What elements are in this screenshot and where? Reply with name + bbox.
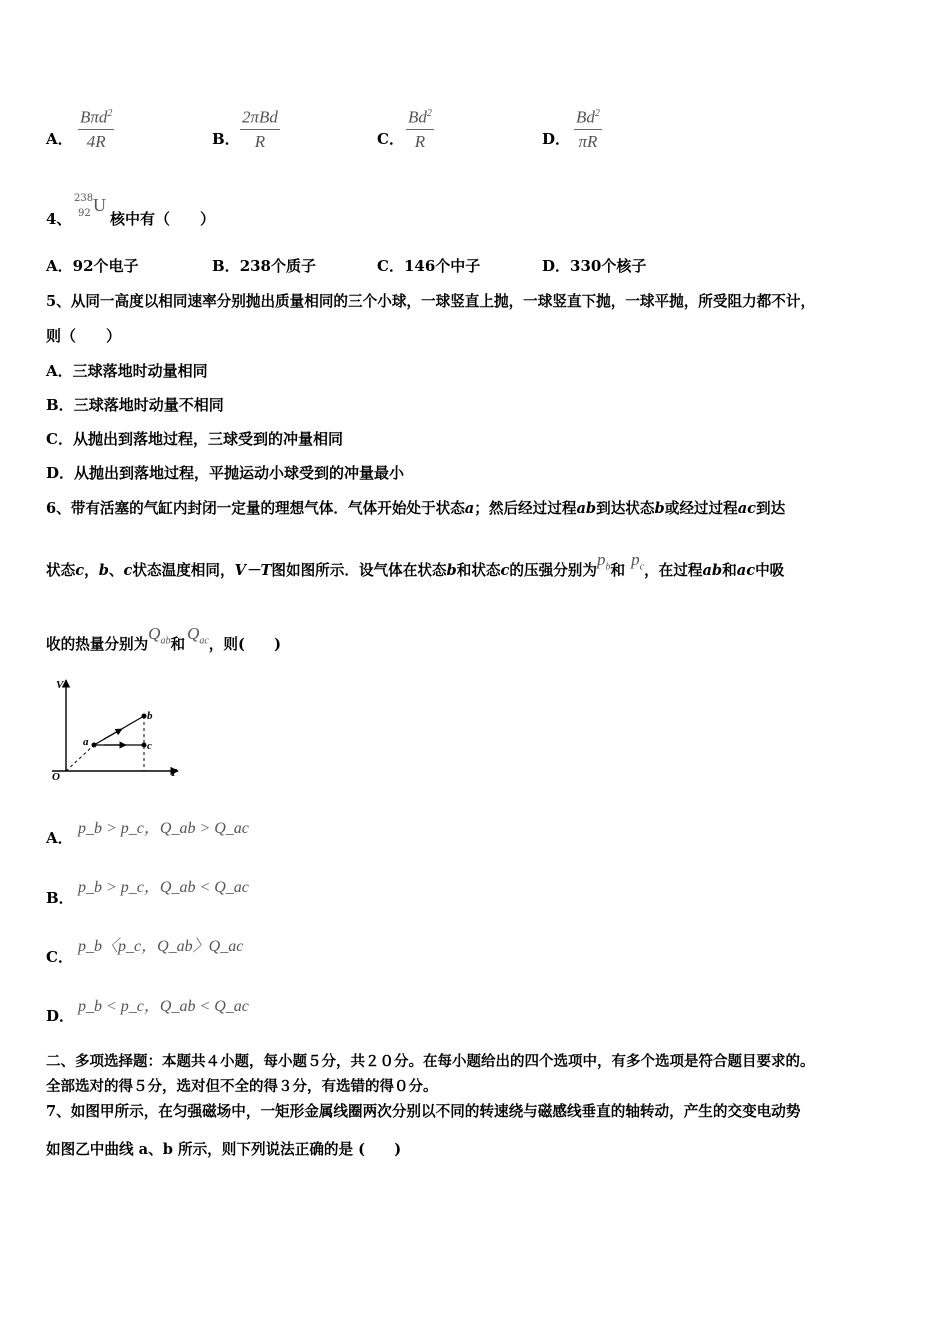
q6-text: 或经过过程 (664, 500, 738, 517)
q6-option-b-expr: p_b > p_c，Q_ab < Q_ac (78, 879, 249, 896)
q5-option-b-text: 三球落地时动量不相同 (73, 396, 224, 414)
q3-a-numerator: Bπd (80, 107, 108, 127)
q6-vt-graph-label: V－T (234, 562, 272, 579)
q6-qab: $Q_{ab}$ (148, 624, 171, 647)
q4-option-a-letter: A． (46, 257, 73, 275)
point-a (92, 743, 97, 748)
q4-suffix: 核中有（ ） (110, 210, 216, 228)
q6-text: 状态温度相同， (132, 562, 235, 579)
q6-state-c: c (500, 562, 510, 579)
q6-option-c-expr: p_b〈p_c，Q_ab〉Q_ac (78, 938, 244, 955)
q6-text: 的压强分别为 (509, 562, 597, 579)
q4-option-d-text: 330个核子 (570, 257, 647, 275)
q5-option-a-letter: A． (46, 362, 73, 380)
q6-option-c-letter[interactable]: C． (46, 948, 73, 966)
q6-state-b: b (654, 500, 665, 517)
q3-option-d-fraction (574, 103, 602, 154)
q6-state-c: c (123, 562, 133, 579)
q6-text: 和状态 (456, 562, 501, 579)
process-ab-arrow (104, 729, 122, 739)
q3-option-a-letter[interactable]: A． (46, 130, 73, 148)
q3-b-numerator: 2πBd (242, 107, 278, 127)
q4-element-symbol: U (93, 195, 106, 215)
q5-option-d-letter: D． (46, 464, 75, 482)
q5-option-b-letter: B． (46, 396, 74, 414)
q3-option-a-fraction (78, 103, 114, 154)
q3-d-numerator: Bd (576, 107, 595, 127)
q4-option-b[interactable] (212, 255, 316, 276)
q6-pc: $p_c$ (631, 550, 645, 573)
q3-a-denominator: 4R (86, 131, 106, 151)
point-c-label: c (147, 740, 152, 752)
q4-option-c-letter: C． (377, 257, 404, 275)
q6-vt-graph (44, 676, 184, 786)
q6-text: ，在过程 (644, 562, 703, 579)
q6-pb: $p_b$ (597, 550, 611, 573)
q3-option-d-letter[interactable]: D． (542, 130, 571, 148)
q3-b-denominator: R (254, 131, 266, 151)
q6-text: 、 (108, 562, 124, 579)
q4-option-c[interactable] (377, 255, 480, 276)
q5-option-c-text: 从抛出到落地过程，三球受到的冲量相同 (72, 430, 343, 448)
q5-option-a-text: 三球落地时动量相同 (72, 362, 208, 380)
q4-option-b-text: 238个质子 (239, 257, 316, 275)
q6-state-b: b (98, 562, 109, 579)
section2-heading-line1: 二、多项选择题：本题共４小题，每小题５分，共２０分。在每小题给出的四个选项中，有多个选项是符合题目要求的。 (46, 1053, 815, 1070)
q5-stem-line1: 5、从同一高度以相同速率分别抛出质量相同的三个小球，一球竖直上抛，一球竖直下抛，一球平抛，所受阻力都不计， (46, 293, 816, 310)
q6-stem-line3 (46, 624, 281, 656)
q6-state-b: b (446, 562, 457, 579)
q4-option-a[interactable] (46, 255, 139, 276)
q3-d-denominator: πR (578, 131, 598, 151)
q3-c-numerator: Bd (408, 107, 427, 127)
q6-text: 和 (170, 636, 186, 653)
section2-heading-line2: 全部选对的得５分，选对但不全的得３分，有选错的得０分。 (46, 1078, 438, 1095)
q6-option-d-expr: p_b < p_c，Q_ab < Q_ac (78, 998, 249, 1015)
q5-option-b[interactable] (46, 394, 224, 415)
q3-option-b-letter[interactable]: B． (212, 130, 240, 148)
q3-option-c-letter[interactable]: C． (377, 130, 404, 148)
q5-option-d[interactable] (46, 462, 404, 483)
q6-text: 到达状态 (596, 500, 655, 517)
q3-c-denominator: R (414, 131, 426, 151)
q4-option-b-letter: B． (212, 257, 240, 275)
q6-stem-line1 (46, 497, 785, 518)
q6-state-c: c (75, 562, 85, 579)
q3-option-b-fraction (240, 103, 280, 154)
q6-qac: $Q_{ac}$ (187, 624, 209, 647)
q4-option-c-text: 146个中子 (403, 257, 481, 275)
q6-process-ab: ab (576, 500, 597, 517)
q6-text: 状态 (46, 562, 76, 579)
q4-option-d[interactable] (542, 255, 646, 276)
q6-text: 中吸 (755, 562, 785, 579)
q6-stem-line2 (46, 550, 785, 582)
q5-option-c[interactable] (46, 428, 343, 449)
q6-text: ， (84, 562, 99, 579)
q5-option-a[interactable] (46, 360, 208, 381)
q5-option-c-letter: C． (46, 430, 73, 448)
q6-process-ac: ac (736, 562, 756, 579)
q6-text: ，则( ) (208, 636, 281, 653)
q3-option-c-fraction (406, 103, 434, 154)
q6-text: 6、带有活塞的气缸内封闭一定量的理想气体．气体开始处于状态 (46, 500, 465, 517)
q5-option-d-text: 从抛出到落地过程，平抛运动小球受到的冲量最小 (74, 464, 405, 482)
q6-option-a-expr: p_b > p_c，Q_ab > Q_ac (78, 820, 249, 837)
q6-text: ；然后经过过程 (474, 500, 577, 517)
q7-stem-line2: 如图乙中曲线 a、b 所示，则下列说法正确的是 ( ) (46, 1141, 402, 1158)
point-b-label: b (147, 710, 153, 722)
t-axis-label: T (170, 767, 177, 779)
q6-text: 和 (610, 562, 626, 579)
q4-atomic-number: 92 (78, 208, 91, 219)
q3-c-exp: 2 (426, 108, 432, 119)
q6-option-a-letter[interactable]: A． (46, 829, 73, 847)
q6-process-ab: ab (702, 562, 723, 579)
q4-number: 4、 (46, 210, 72, 228)
origin-label: O (52, 771, 60, 783)
v-axis-label: V (56, 679, 64, 691)
q6-process-ac: ac (737, 500, 757, 517)
point-c (142, 743, 147, 748)
q6-state-a: a (464, 500, 475, 517)
q4-option-a-text: 92个电子 (72, 257, 139, 275)
point-b (142, 714, 147, 719)
q6-text: 图如图所示．设气体在状态 (271, 562, 447, 579)
q4-mass-number: 238 (74, 193, 94, 204)
q6-option-b-letter[interactable]: B． (46, 889, 74, 907)
q3-d-exp: 2 (594, 108, 600, 119)
point-a-label: a (83, 736, 89, 748)
q4-option-d-letter: D． (542, 257, 571, 275)
q5-stem-line2: 则（ ） (46, 327, 122, 345)
q7-stem-line1: 7、如图甲所示，在匀强磁场中，一矩形金属线圈两次分别以不同的转速绕与磁感线垂直的轴转动，产生的交变电动势 (46, 1103, 801, 1120)
q6-text: 和 (722, 562, 737, 579)
q3-a-exp: 2 (107, 108, 113, 119)
q6-option-d-letter[interactable]: D． (46, 1007, 75, 1025)
q4-question (46, 208, 71, 229)
q6-text: 收的热量分别为 (46, 636, 149, 653)
extension-dash (66, 745, 94, 771)
q6-text: 到达 (756, 500, 786, 517)
